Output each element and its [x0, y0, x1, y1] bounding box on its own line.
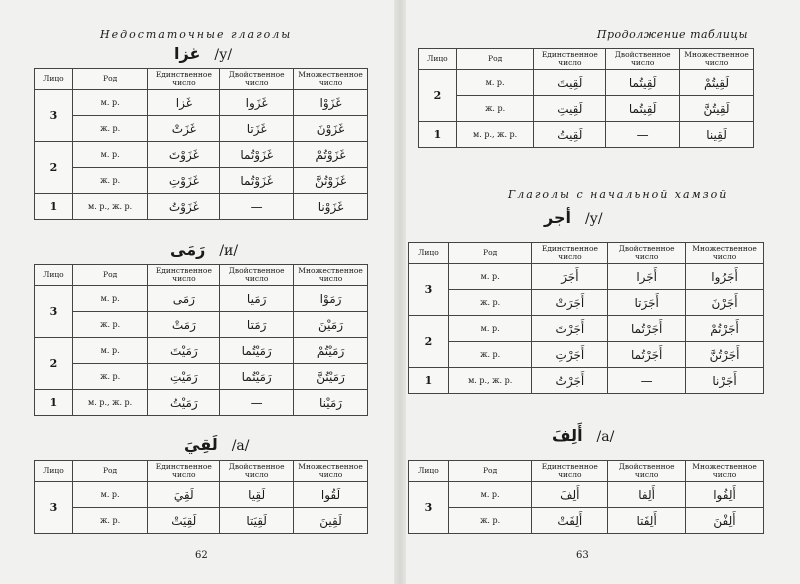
dual-form: رَمَيا: [220, 286, 294, 312]
table-header-row: [35, 69, 368, 90]
plural-form: أَلِفْنَ: [686, 508, 764, 534]
plural-form: غَزَوْنَ: [294, 116, 368, 142]
plural-form: لَقِينا: [680, 122, 754, 148]
table-row: [35, 194, 368, 220]
col-header-plural: Множественное число: [294, 265, 368, 286]
dual-form: —: [608, 368, 686, 394]
plural-form: أَجَرْتُنَّ: [686, 342, 764, 368]
singular-form: أَجَرَ: [532, 264, 608, 290]
root-vowel: /у/: [584, 211, 603, 227]
gender-cell: м. р., ж. р.: [72, 390, 148, 416]
col-header-singular: Единственное число: [532, 461, 608, 482]
person-cell: 3: [35, 286, 73, 338]
verb-root: غزا: [174, 44, 201, 63]
person-cell: 2: [35, 338, 73, 390]
dual-form: —: [606, 122, 680, 148]
plural-form: رَمَيْنا: [294, 390, 368, 416]
table-row: [419, 122, 754, 148]
singular-form: غَزَوْتَ: [148, 142, 220, 168]
plural-form: غَزَوْا: [294, 90, 368, 116]
plural-form: أَجَرْتُمْ: [686, 316, 764, 342]
dual-form: غَزَوا: [220, 90, 294, 116]
table-row: [35, 312, 368, 338]
gender-cell: м. р.: [72, 90, 148, 116]
col-header-singular: Единственное число: [534, 49, 606, 70]
gender-cell: м. р.: [72, 286, 148, 312]
table-row: [409, 482, 764, 508]
singular-form: أَلِفَتْ: [532, 508, 608, 534]
singular-form: لَقِيتِ: [534, 96, 606, 122]
dual-form: أَجَرا: [608, 264, 686, 290]
plural-form: رَمَيْنَ: [294, 312, 368, 338]
table-header-row: [35, 265, 368, 286]
col-header-plural: Множественное число: [680, 49, 754, 70]
gender-cell: ж. р.: [448, 342, 532, 368]
dual-form: رَمَيْتُما: [220, 338, 294, 364]
table-row: [409, 316, 764, 342]
table-row: [409, 508, 764, 534]
person-cell: 2: [35, 142, 73, 194]
plural-form: لَقِيتُمْ: [680, 70, 754, 96]
gender-cell: м. р.: [72, 482, 148, 508]
col-header-person: Лицо: [409, 461, 449, 482]
running-head: Недостаточные глаголы: [100, 28, 293, 41]
verb-root-heading: [170, 240, 238, 259]
verb-root-heading: [174, 44, 232, 63]
table-header-row: [35, 461, 368, 482]
singular-form: رَمَى: [148, 286, 220, 312]
plural-form: رَمَيْتُمْ: [294, 338, 368, 364]
person-cell: 1: [419, 122, 457, 148]
table-row: [409, 290, 764, 316]
table-header-row: [409, 243, 764, 264]
table-row: [35, 286, 368, 312]
col-header-gender: Род: [72, 69, 148, 90]
singular-form: رَمَتْ: [148, 312, 220, 338]
table-row: [419, 70, 754, 96]
gender-cell: ж. р.: [72, 168, 148, 194]
table-row: [409, 264, 764, 290]
gender-cell: м. р.: [456, 70, 534, 96]
singular-form: لَقِيَتْ: [148, 508, 220, 534]
person-cell: 1: [409, 368, 449, 394]
col-header-plural: Множественное число: [294, 461, 368, 482]
conjugation-table: [408, 460, 764, 534]
singular-form: لَقِيتُ: [534, 122, 606, 148]
table-row: [35, 90, 368, 116]
col-header-person: Лицо: [35, 265, 73, 286]
col-header-singular: Единственное число: [148, 69, 220, 90]
page-number: 62: [195, 550, 208, 561]
dual-form: أَجَرْتُما: [608, 316, 686, 342]
person-cell: 1: [35, 194, 73, 220]
dual-form: أَلِفَتا: [608, 508, 686, 534]
table-row: [409, 342, 764, 368]
dual-form: غَزَوْتُما: [220, 142, 294, 168]
gender-cell: м. р.: [448, 264, 532, 290]
table-row: [35, 482, 368, 508]
plural-form: أَلِفُوا: [686, 482, 764, 508]
plural-form: غَزَوْتُمْ: [294, 142, 368, 168]
page-number: 63: [576, 550, 589, 561]
gender-cell: ж. р.: [72, 116, 148, 142]
root-vowel: /а/: [596, 429, 615, 445]
gender-cell: м. р.: [72, 338, 148, 364]
singular-form: غَزا: [148, 90, 220, 116]
dual-form: لَقِيتُما: [606, 96, 680, 122]
gender-cell: ж. р.: [72, 312, 148, 338]
root-vowel: /а/: [231, 438, 250, 454]
gender-cell: м. р.: [448, 482, 532, 508]
table-row: [419, 96, 754, 122]
col-header-singular: Единственное число: [148, 265, 220, 286]
root-vowel: /и/: [219, 243, 239, 259]
col-header-person: Лицо: [419, 49, 457, 70]
plural-form: أَجَرْنَ: [686, 290, 764, 316]
col-header-gender: Род: [72, 461, 148, 482]
verb-root: لَقِيَ: [184, 435, 218, 454]
singular-form: رَمَيْتَ: [148, 338, 220, 364]
dual-form: أَجَرَتا: [608, 290, 686, 316]
dual-form: —: [220, 390, 294, 416]
gender-cell: м. р., ж. р.: [456, 122, 534, 148]
plural-form: أَجَرْنا: [686, 368, 764, 394]
person-cell: 2: [409, 316, 449, 368]
verb-root-heading: [184, 435, 250, 454]
col-header-dual: Двойственное число: [220, 265, 294, 286]
gender-cell: м. р., ж. р.: [72, 194, 148, 220]
conjugation-table: [34, 68, 368, 220]
person-cell: 3: [35, 90, 73, 142]
singular-form: رَمَيْتُ: [148, 390, 220, 416]
gender-cell: м. р.: [448, 316, 532, 342]
running-head: Продолжение таблицы: [596, 28, 748, 41]
col-header-person: Лицо: [409, 243, 449, 264]
col-header-gender: Род: [448, 243, 532, 264]
gender-cell: ж. р.: [72, 364, 148, 390]
singular-form: لَقِيَ: [148, 482, 220, 508]
verb-root: أَلِفَ: [552, 426, 583, 445]
col-header-plural: Множественное число: [686, 461, 764, 482]
right-page: [404, 0, 800, 584]
singular-form: أَجَرْتُ: [532, 368, 608, 394]
conjugation-table: [34, 460, 368, 534]
singular-form: غَزَتْ: [148, 116, 220, 142]
gender-cell: ж. р.: [448, 508, 532, 534]
plural-form: لَقِينَ: [294, 508, 368, 534]
verb-root: أجر: [544, 208, 571, 227]
col-header-plural: Множественное число: [686, 243, 764, 264]
table-row: [35, 168, 368, 194]
singular-form: لَقِيتَ: [534, 70, 606, 96]
table-row: [35, 508, 368, 534]
singular-form: أَلِفَ: [532, 482, 608, 508]
gender-cell: ж. р.: [448, 290, 532, 316]
person-cell: 1: [35, 390, 73, 416]
table-row: [35, 338, 368, 364]
conjugation-table: [34, 264, 368, 416]
col-header-dual: Двойственное число: [606, 49, 680, 70]
dual-form: لَقِيتُما: [606, 70, 680, 96]
gender-cell: ж. р.: [72, 508, 148, 534]
col-header-gender: Род: [72, 265, 148, 286]
person-cell: 3: [35, 482, 73, 534]
dual-form: رَمَيْتُما: [220, 364, 294, 390]
section-title: Глаголы с начальной хамзой: [508, 188, 729, 201]
dual-form: أَجَرْتُما: [608, 342, 686, 368]
gender-cell: м. р., ж. р.: [448, 368, 532, 394]
singular-form: رَمَيْتِ: [148, 364, 220, 390]
left-page: [0, 0, 396, 584]
table-row: [35, 364, 368, 390]
col-header-person: Лицо: [35, 69, 73, 90]
person-cell: 3: [409, 482, 449, 534]
dual-form: أَلِفا: [608, 482, 686, 508]
singular-form: غَزَوْتِ: [148, 168, 220, 194]
verb-root-heading: [544, 208, 603, 227]
conjugation-table: [408, 242, 764, 394]
col-header-dual: Двойственное число: [220, 461, 294, 482]
dual-form: لَقِيَتا: [220, 508, 294, 534]
root-vowel: /у/: [214, 47, 233, 63]
singular-form: أَجَرْتِ: [532, 342, 608, 368]
col-header-person: Лицо: [35, 461, 73, 482]
col-header-dual: Двойственное число: [608, 243, 686, 264]
col-header-singular: Единственное число: [148, 461, 220, 482]
singular-form: أَجَرْتَ: [532, 316, 608, 342]
gender-cell: м. р.: [72, 142, 148, 168]
table-header-row: [419, 49, 754, 70]
col-header-dual: Двойственное число: [608, 461, 686, 482]
col-header-singular: Единственное число: [532, 243, 608, 264]
table-row: [35, 390, 368, 416]
col-header-plural: Множественное число: [294, 69, 368, 90]
verb-root: رَمَى: [170, 240, 206, 259]
table-row: [409, 368, 764, 394]
table-row: [35, 116, 368, 142]
col-header-gender: Род: [448, 461, 532, 482]
col-header-gender: Род: [456, 49, 534, 70]
singular-form: أَجَرَتْ: [532, 290, 608, 316]
gender-cell: ж. р.: [456, 96, 534, 122]
continuation-table: [418, 48, 754, 148]
plural-form: رَمَوْا: [294, 286, 368, 312]
person-cell: 2: [419, 70, 457, 122]
verb-root-heading: [552, 426, 614, 445]
plural-form: أَجَرُوا: [686, 264, 764, 290]
dual-form: —: [220, 194, 294, 220]
dual-form: لَقِيا: [220, 482, 294, 508]
plural-form: لَقُوا: [294, 482, 368, 508]
plural-form: غَزَوْتُنَّ: [294, 168, 368, 194]
person-cell: 3: [409, 264, 449, 316]
dual-form: رَمَتا: [220, 312, 294, 338]
plural-form: لَقِيتُنَّ: [680, 96, 754, 122]
plural-form: رَمَيْتُنَّ: [294, 364, 368, 390]
col-header-dual: Двойственное число: [220, 69, 294, 90]
dual-form: غَزَوْتُما: [220, 168, 294, 194]
table-header-row: [409, 461, 764, 482]
singular-form: غَزَوْتُ: [148, 194, 220, 220]
table-row: [35, 142, 368, 168]
plural-form: غَزَوْنا: [294, 194, 368, 220]
dual-form: غَزَتا: [220, 116, 294, 142]
